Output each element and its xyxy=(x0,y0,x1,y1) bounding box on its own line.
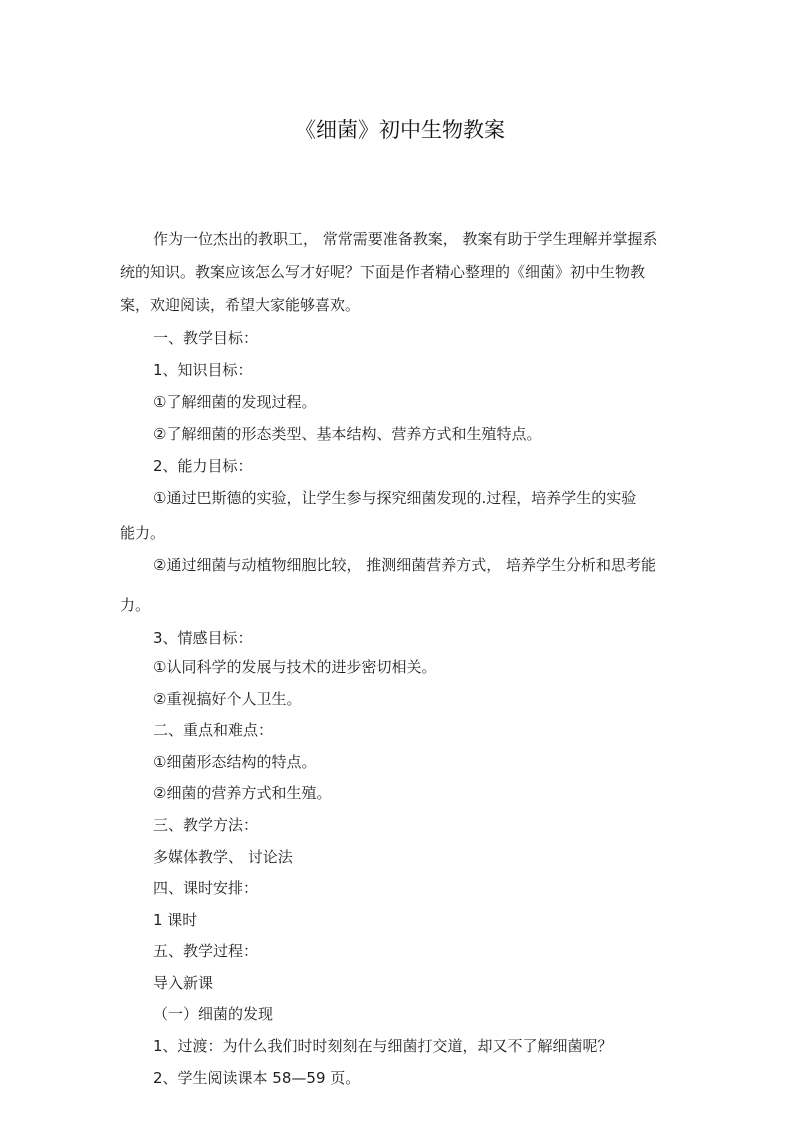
schedule-text: 1 课时 xyxy=(153,911,198,929)
section-heading-schedule: 四、课时安排： xyxy=(153,879,259,897)
list-item: ②细菌的营养方式和生殖。 xyxy=(153,784,332,802)
subheading-ability-objectives: 2、能力目标： xyxy=(153,457,253,475)
list-item: ②了解细菌的形态类型、基本结构、营养方式和生殖特点。 xyxy=(153,425,542,443)
document-title: 《细菌》初中生物教案 xyxy=(295,118,505,142)
intro-line: 作为一位杰出的教职工， 常常需要准备教案， 教案有助于学生理解并掌握系 xyxy=(153,230,658,248)
intro-line: 案，欢迎阅读，希望大家能够喜欢。 xyxy=(120,296,361,314)
list-item: 2、学生阅读课本 58—59 页。 xyxy=(153,1069,361,1087)
methods-text: 多媒体教学、 讨论法 xyxy=(153,848,293,866)
section-heading-methods: 三、教学方法： xyxy=(153,816,259,834)
intro-line: 统的知识。教案应该怎么写才好呢？下面是作者精心整理的《细菌》初中生物教 xyxy=(120,263,646,281)
list-item: ①细菌形态结构的特点。 xyxy=(153,753,317,771)
list-item: ②通过细菌与动植物细胞比较， 推测细菌营养方式， 培养学生分析和思考能 xyxy=(153,556,656,574)
list-item: ②重视搞好个人卫生。 xyxy=(153,690,302,708)
subheading-knowledge-objectives: 1、知识目标： xyxy=(153,361,253,379)
list-item-continuation: 能力。 xyxy=(120,524,166,542)
section-heading-objectives: 一、教学目标： xyxy=(153,329,259,347)
process-intro: 导入新课 xyxy=(153,974,214,992)
list-item: 1、过渡：为什么我们时时刻刻在与细菌打交道，却又不了解细菌呢？ xyxy=(153,1037,613,1055)
subheading-emotional-objectives: 3、情感目标： xyxy=(153,629,253,647)
section-heading-process: 五、教学过程： xyxy=(153,942,259,960)
list-item: ①认同科学的发展与技术的进步密切相关。 xyxy=(153,658,437,676)
list-item: ①通过巴斯德的实验，让学生参与探究细菌发现的.过程，培养学生的实验 xyxy=(153,489,637,507)
intro-paragraph xyxy=(120,228,686,327)
section-heading-key-points: 二、重点和难点： xyxy=(153,721,274,739)
list-item-continuation: 力。 xyxy=(120,596,151,614)
list-item: ①了解细菌的发现过程。 xyxy=(153,393,317,411)
subsection-heading: （一）细菌的发现 xyxy=(153,1005,274,1023)
